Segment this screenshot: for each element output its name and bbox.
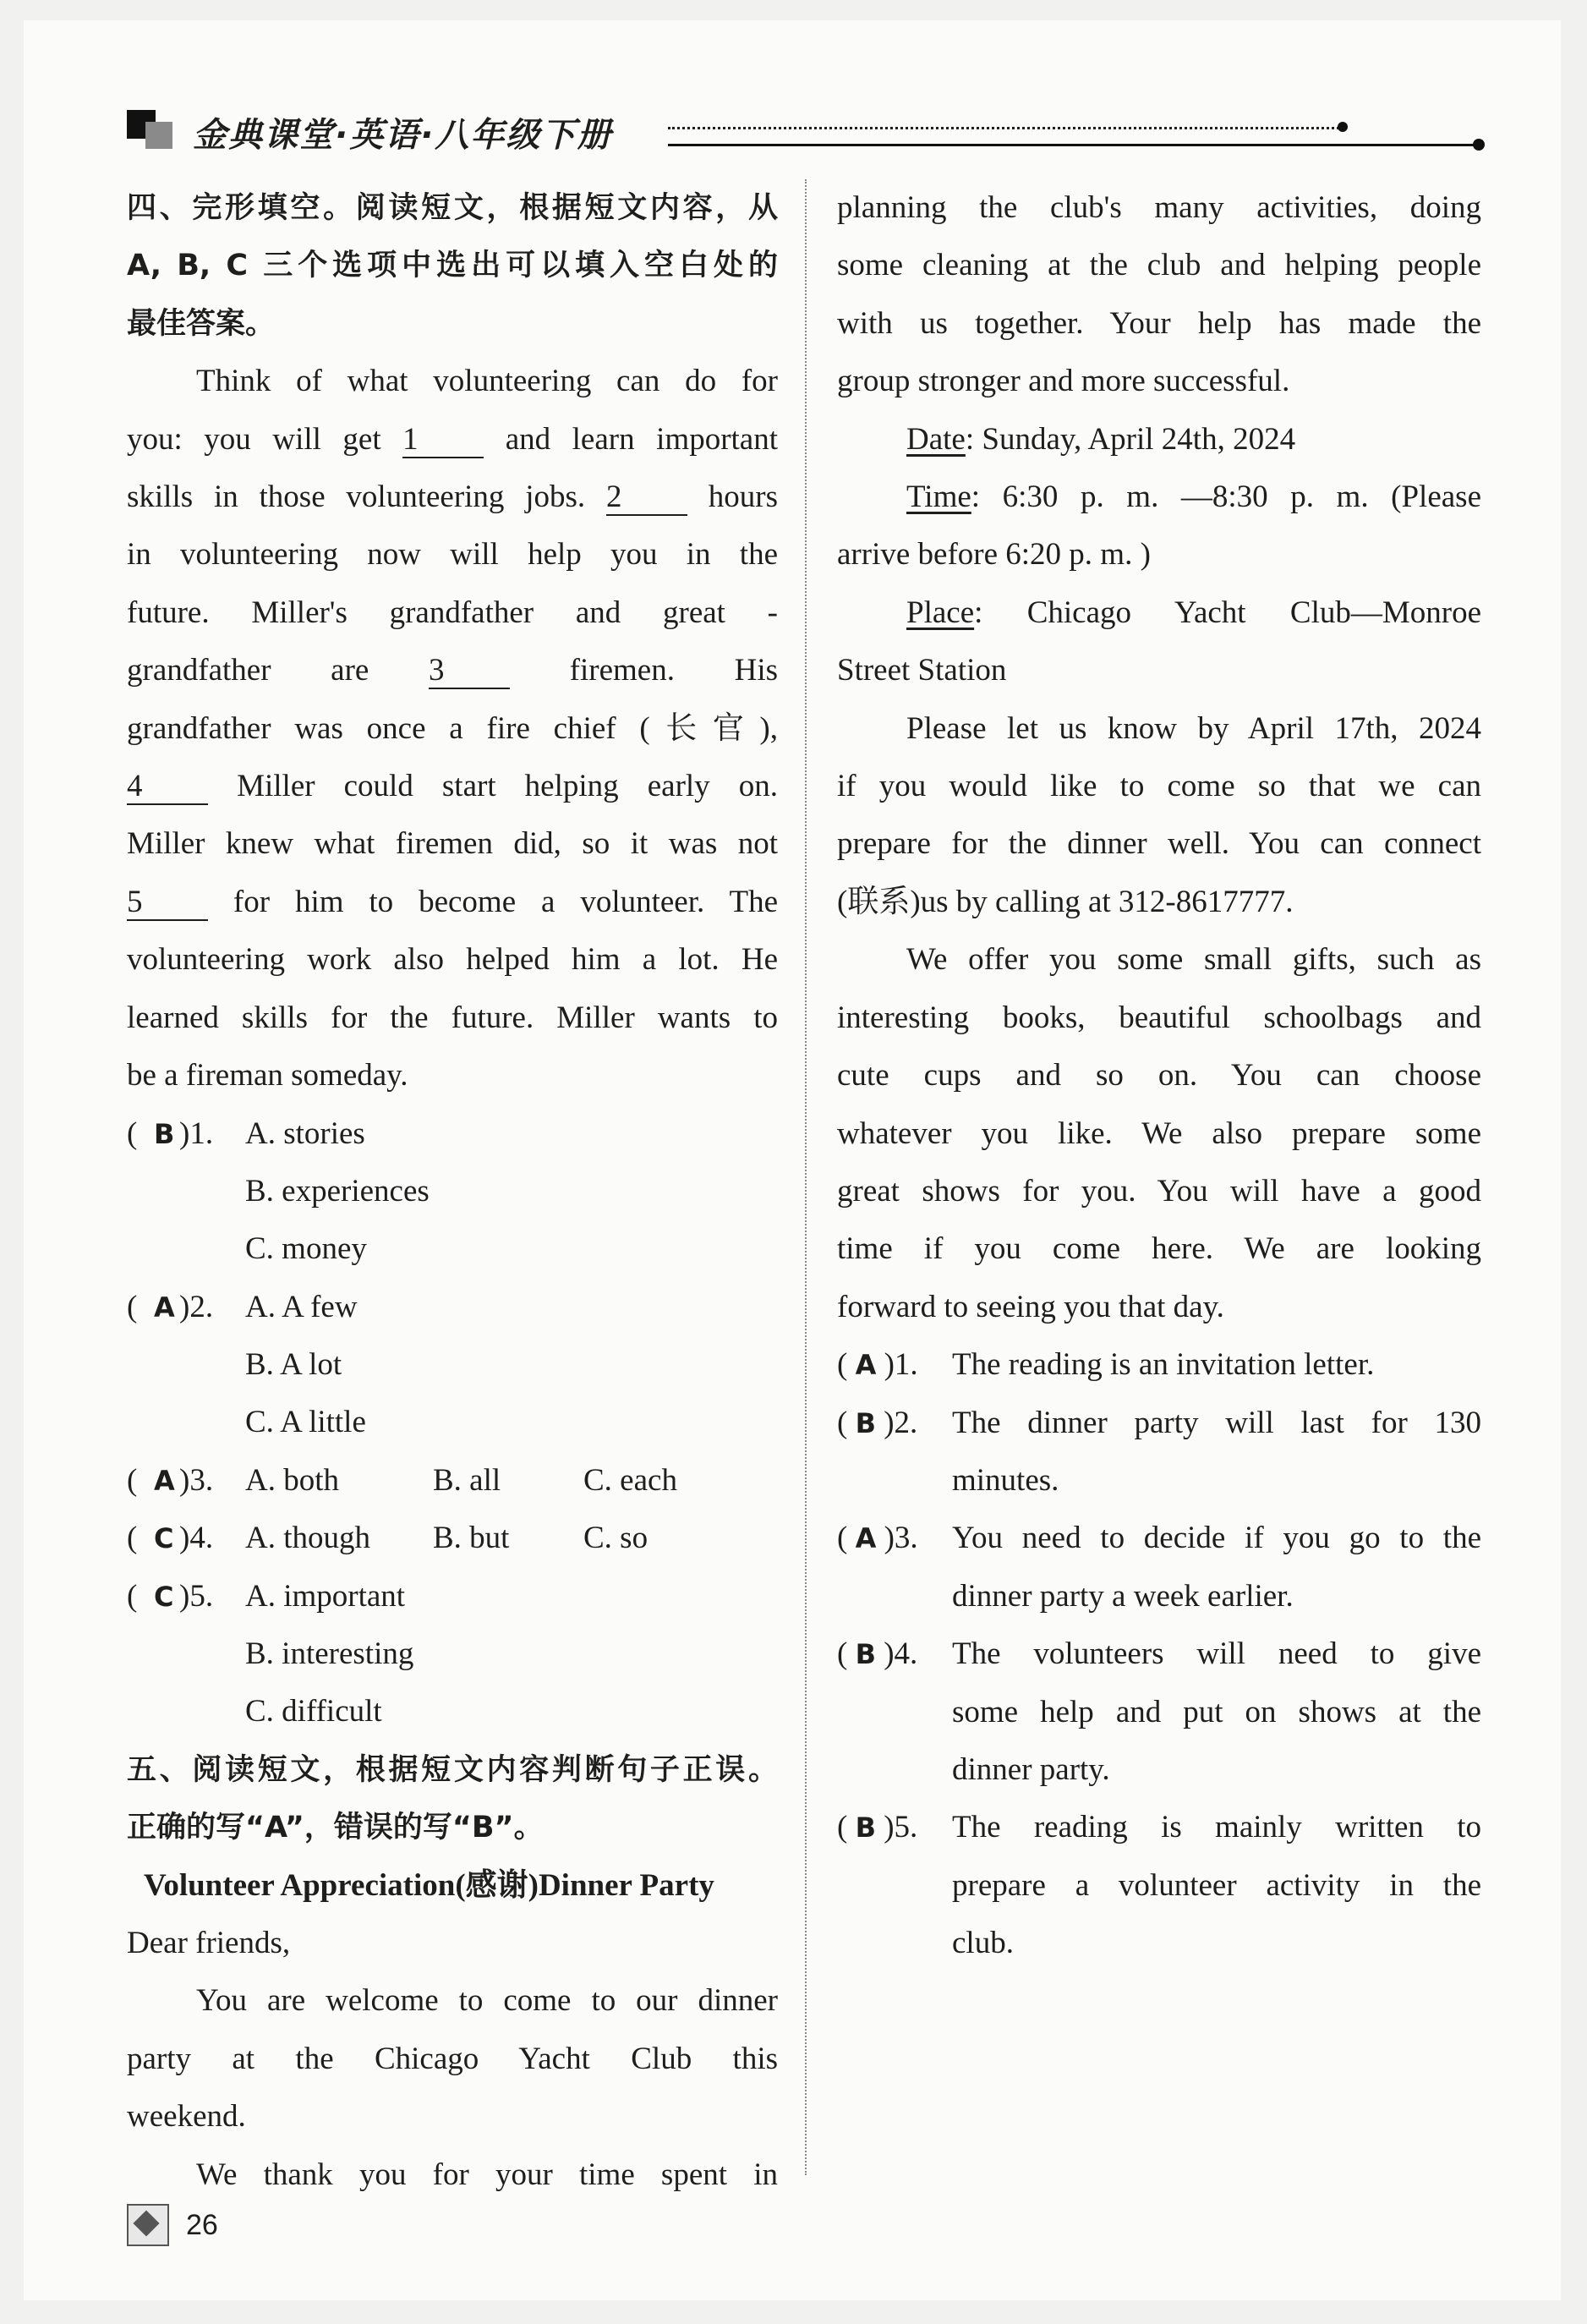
question-number: )1. — [179, 1115, 214, 1151]
question-row — [127, 1163, 778, 1220]
reading-heading: 五、阅读短文，根据短文内容判断句子正误。 — [127, 1752, 778, 1787]
option-a: A. though — [245, 1521, 370, 1556]
statement-line: dinner party a week earlier. — [952, 1578, 1294, 1614]
cloze-heading: A, B, C 三个选项中选出可以填入空白处的 — [127, 249, 778, 283]
statement-marker: ( B )2. — [837, 1405, 918, 1440]
question-number: )5. — [179, 1578, 214, 1614]
left-column — [127, 179, 778, 2204]
letter-line: We offer you some small gifts, such as — [906, 942, 1481, 978]
question-number: )2. — [179, 1289, 214, 1324]
option-b: B. interesting — [245, 1636, 414, 1672]
statement-number: )2. — [884, 1405, 918, 1440]
passage-line: volunteering work also helped him a lot. He — [127, 942, 778, 978]
passage-line — [127, 642, 778, 699]
answer-mark: B — [855, 1406, 876, 1439]
question-row — [127, 1394, 778, 1451]
letter-line: great shows for you. You will have a good — [837, 1173, 1481, 1209]
header-dotted-rule — [668, 127, 1344, 129]
passage-line: be a fireman someday. — [127, 1058, 408, 1093]
question-row: ( B )1. A. stories — [127, 1105, 778, 1163]
question-row — [127, 1336, 778, 1394]
place-line: Street Station — [837, 653, 1007, 688]
question-row: ( A )3. A. both B. all C. each — [127, 1452, 778, 1510]
statement-number: )3. — [884, 1521, 918, 1556]
date-label: Date — [906, 421, 966, 457]
passage-text: for him to become a volunteer. The — [233, 884, 779, 919]
answer-mark: A — [855, 1522, 877, 1555]
header-rule — [668, 144, 1480, 146]
statement-number: )5. — [884, 1810, 918, 1845]
place-label: Place — [906, 595, 975, 630]
statement-line: The dinner party will last for 130 — [952, 1405, 1481, 1440]
right-column — [837, 179, 1481, 1973]
question-row — [127, 1625, 778, 1683]
statement-number: )1. — [884, 1347, 918, 1383]
statement-item — [837, 1799, 1481, 1972]
blank-2: 2 — [606, 480, 687, 516]
statement-marker: ( B )5. — [837, 1810, 918, 1845]
question-number: )4. — [179, 1521, 214, 1556]
place-value: : Chicago Yacht Club—Monroe — [974, 595, 1481, 630]
passage-text: you: you will get — [127, 421, 381, 457]
answer-mark: C — [154, 1580, 174, 1613]
answer-mark: B — [855, 1812, 876, 1844]
statement-marker: ( B )4. — [837, 1636, 918, 1672]
option-c: C. each — [583, 1462, 677, 1498]
blank-5: 5 — [127, 885, 208, 921]
date-value: : Sunday, April 24th, 2024 — [965, 421, 1296, 457]
blank-3: 3 — [429, 654, 510, 689]
statement-marker: ( A )1. — [837, 1347, 918, 1383]
passage-text: skills in those volunteering jobs. — [127, 480, 586, 515]
option-c: C. difficult — [245, 1694, 382, 1729]
answer-mark: A — [154, 1291, 175, 1324]
letter-line: cute cups and so on. You can choose — [837, 1058, 1481, 1093]
time-value: : 6:30 p. m. —8:30 p. m. (Please — [971, 480, 1481, 515]
statement-item — [837, 1510, 1481, 1625]
passage-line: learned skills for the future. Miller wants to — [127, 1000, 778, 1035]
letter-line: with us together. Your help has made the — [837, 305, 1481, 341]
answer-mark: B — [855, 1638, 876, 1671]
letter-line: if you would like to come so that we can — [837, 769, 1481, 804]
statement-line: club. — [952, 1926, 1014, 1961]
date-line — [837, 411, 1481, 469]
statement-item — [837, 1625, 1481, 1799]
question-row: ( C )5. A. important — [127, 1568, 778, 1625]
statement-line: dinner party. — [952, 1751, 1110, 1787]
time-label: Time — [906, 480, 971, 515]
header-logo-shade — [145, 122, 172, 149]
place-line — [837, 584, 1481, 642]
passage-text: and learn important — [505, 421, 778, 457]
letter-line: planning the club's many activities, doing — [837, 190, 1481, 225]
passage-text: hours — [708, 480, 779, 515]
option-c: C. money — [245, 1231, 367, 1267]
option-b: B. but — [433, 1521, 510, 1556]
question-row: ( C )4. A. though B. but C. so — [127, 1510, 778, 1567]
option-b: B. A lot — [245, 1347, 342, 1383]
option-c: C. A little — [245, 1405, 366, 1440]
option-a: A. both — [245, 1462, 339, 1498]
statement-line: The reading is mainly written to — [952, 1810, 1481, 1845]
header-title: 金典课堂·英语·八年级下册 — [193, 116, 613, 155]
passage-text: grandfather are — [127, 653, 369, 688]
letter-line: party at the Chicago Yacht Club this — [127, 2041, 778, 2076]
statement-number: )4. — [884, 1636, 918, 1672]
statement-marker: ( A )3. — [837, 1521, 918, 1556]
question-row — [127, 1220, 778, 1278]
letter-line: We thank you for your time spent in — [196, 2157, 778, 2192]
passage-line: future. Miller's grandfather and great - — [127, 595, 778, 630]
cloze-heading: 最佳答案。 — [127, 306, 276, 341]
option-b: B. experiences — [245, 1173, 430, 1209]
statement-line: The reading is an invitation letter. — [952, 1347, 1375, 1383]
header-dot — [1338, 122, 1348, 132]
blank-4: 4 — [127, 770, 208, 805]
answer-mark: B — [154, 1117, 175, 1150]
letter-line: prepare for the dinner well. You can connect — [837, 826, 1481, 862]
blank-1: 1 — [402, 423, 484, 458]
cloze-heading: 四、完形填空。阅读短文，根据短文内容，从 — [127, 191, 778, 225]
question-row: ( A )2. A. A few — [127, 1279, 778, 1336]
passage-text: Miller could start helping early on. — [237, 769, 778, 804]
passage-line: in volunteering now will help you in the — [127, 537, 778, 573]
page-number: 26 — [186, 2209, 218, 2241]
greeting: Dear friends, — [127, 1926, 291, 1961]
letter-line: time if you come here. We are looking — [837, 1231, 1481, 1267]
passage-line — [127, 758, 778, 815]
letter-line: whatever you like. We also prepare some — [837, 1115, 1481, 1151]
answer-mark: A — [154, 1464, 175, 1497]
passage-text: firemen. His — [569, 653, 779, 688]
option-b: B. all — [433, 1462, 501, 1498]
letter-line: weekend. — [127, 2099, 246, 2135]
column-divider — [805, 179, 807, 2175]
header-dot — [1473, 139, 1485, 151]
page-header — [127, 108, 1488, 159]
passage-line — [127, 469, 778, 526]
letter-line: interesting books, beautiful schoolbags and — [837, 1000, 1481, 1035]
answer-mark: A — [855, 1349, 877, 1382]
question-number: )3. — [179, 1462, 214, 1498]
option-a: A. important — [245, 1578, 406, 1614]
time-line — [837, 469, 1481, 526]
letter-line: some cleaning at the club and helping people — [837, 248, 1481, 283]
passage-line: Think of what volunteering can do for — [196, 364, 778, 399]
option-a: A. A few — [245, 1289, 358, 1324]
question-row — [127, 1683, 778, 1740]
letter-line: Please let us know by April 17th, 2024 — [906, 710, 1481, 746]
time-line: arrive before 6:20 p. m. ) — [837, 537, 1151, 573]
statement-item — [837, 1336, 1481, 1394]
letter-line: You are welcome to come to our dinner — [196, 1983, 778, 2019]
option-a: A. stories — [245, 1115, 365, 1151]
passage-line: grandfather was once a fire chief (长官), — [127, 710, 778, 746]
passage-line: Miller knew what firemen did, so it was not — [127, 826, 778, 862]
statement-line: You need to decide if you go to the — [952, 1521, 1481, 1556]
letter-line: forward to seeing you that day. — [837, 1289, 1224, 1324]
letter-line: group stronger and more successful. — [837, 364, 1290, 399]
letter-line: (联系)us by calling at 312-8617777. — [837, 884, 1294, 919]
passage-line — [127, 411, 778, 469]
statement-line: some help and put on shows at the — [952, 1694, 1481, 1729]
passage-line — [127, 874, 778, 931]
reading-heading: 正确的写“A”，错误的写“B”。 — [127, 1811, 544, 1845]
statement-item — [837, 1395, 1481, 1510]
statement-line: prepare a volunteer activity in the — [952, 1867, 1481, 1903]
statement-line: The volunteers will need to give — [952, 1636, 1481, 1672]
reading-title: Volunteer Appreciation(感谢)Dinner Party — [144, 1867, 714, 1903]
statement-line: minutes. — [952, 1462, 1059, 1498]
answer-mark: C — [154, 1522, 174, 1555]
option-c: C. so — [583, 1521, 648, 1556]
